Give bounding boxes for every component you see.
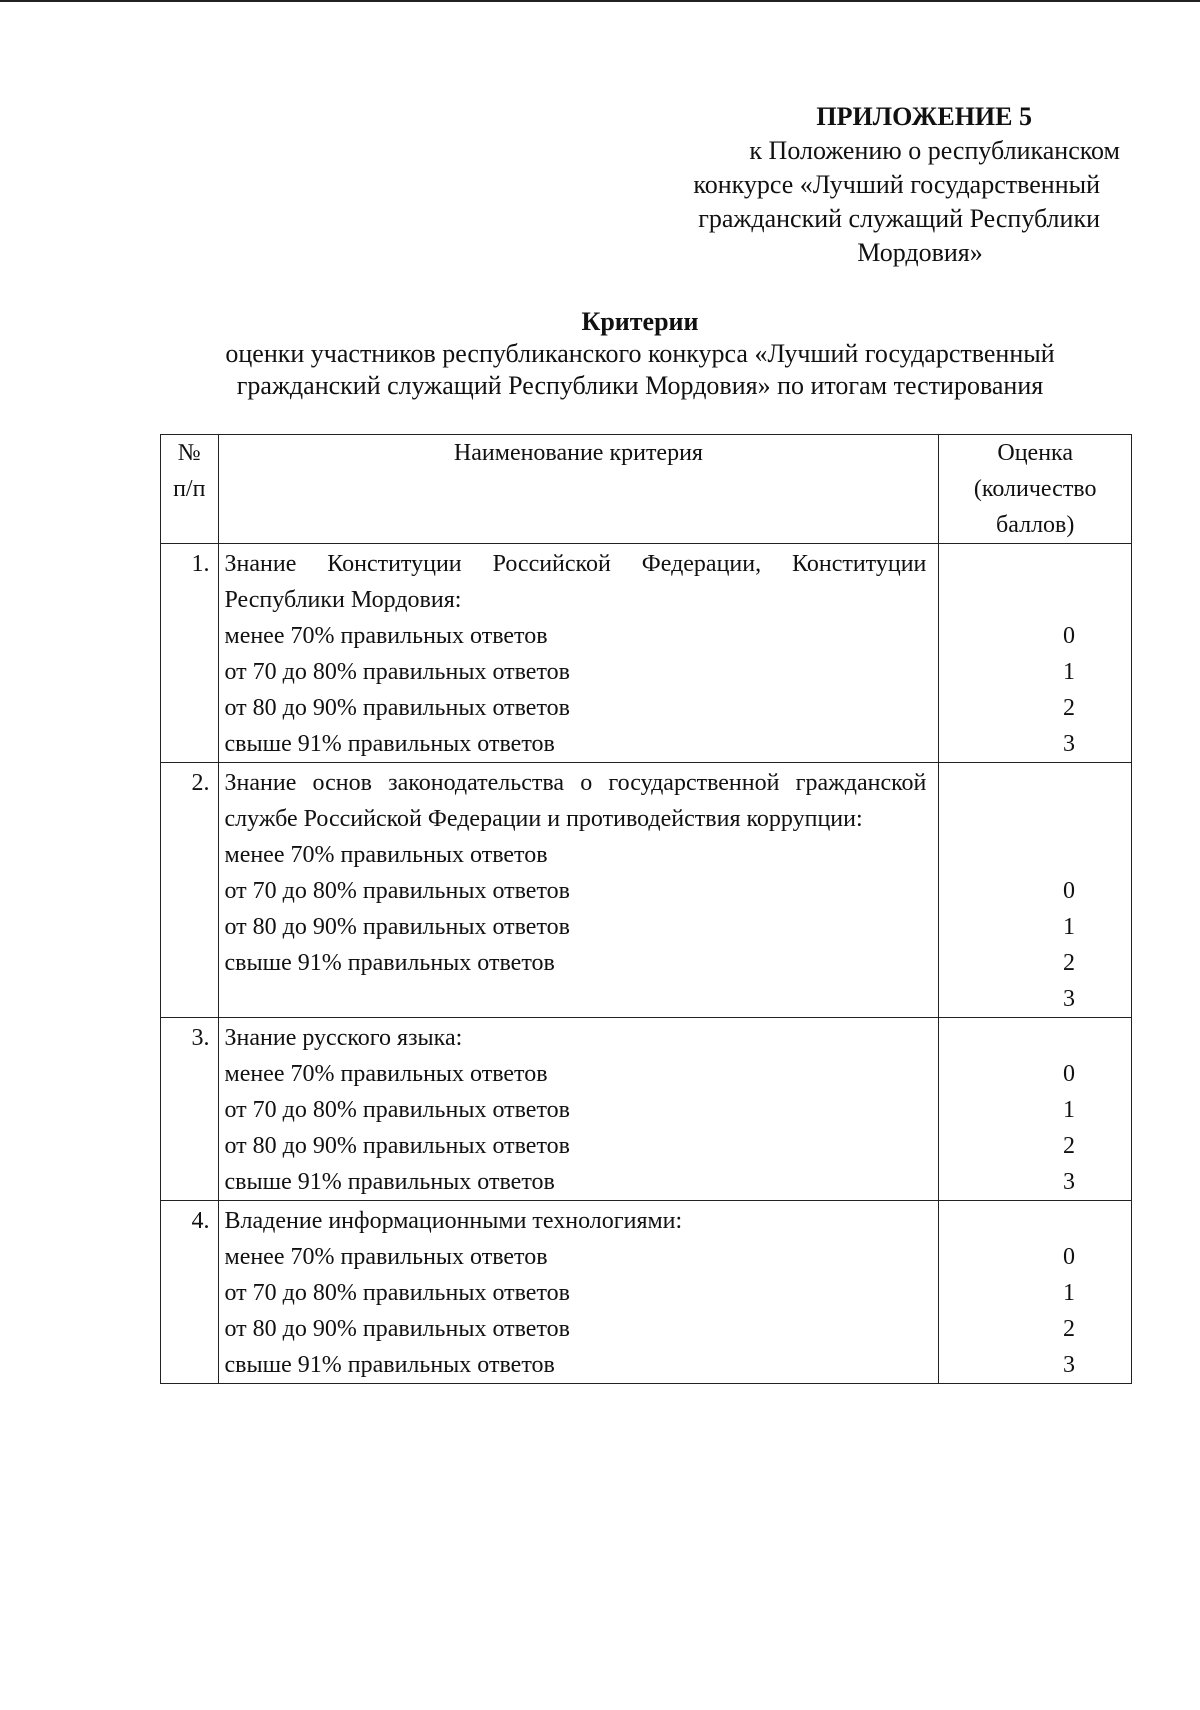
criterion-title: Знание Конституции Российской Федерации, Конституции Республики Мордовия: [224, 551, 927, 613]
criterion-item: свыше 91% правильных ответов [224, 1169, 555, 1195]
row-scores [939, 763, 1132, 1018]
table-row [161, 1201, 1132, 1384]
header-score-line: баллов) [996, 512, 1075, 538]
table-row [161, 1018, 1132, 1201]
criterion-item: менее 70% правильных ответов [224, 1061, 548, 1087]
criterion-item: от 80 до 90% правильных ответов [224, 695, 570, 721]
score-value: 1 [1063, 914, 1075, 940]
appendix-line: гражданский служащий Республики [698, 204, 1100, 233]
row-criterion [218, 1018, 939, 1201]
criterion-item: от 70 до 80% правильных ответов [224, 1097, 570, 1123]
score-value: 3 [1063, 986, 1075, 1012]
criterion-item: от 80 до 90% правильных ответов [224, 914, 570, 940]
criterion-item: менее 70% правильных ответов [224, 623, 548, 649]
scan-top-border [0, 0, 1200, 2]
appendix-heading: ПРИЛОЖЕНИЕ 5 [816, 102, 1032, 131]
score-value: 2 [1063, 950, 1075, 976]
row-number: 2. [161, 763, 219, 1018]
appendix-line: конкурсе «Лучший государственный [693, 170, 1100, 199]
header-score-line: (количество [973, 476, 1097, 502]
row-criterion [218, 544, 939, 763]
header-number-line: № [177, 440, 201, 466]
score-spacer [939, 1203, 1075, 1239]
appendix-line: Мордовия» [857, 238, 983, 267]
criterion-item: свыше 91% правильных ответов [224, 731, 555, 757]
table-row [161, 763, 1132, 1018]
score-value: 0 [1063, 1061, 1075, 1087]
header-name: Наименование критерия [218, 435, 939, 544]
table-row [161, 544, 1132, 763]
score-spacer [939, 546, 1075, 618]
appendix-line: к Положению о республиканском [749, 136, 1120, 165]
score-value: 3 [1063, 1169, 1075, 1195]
score-value: 1 [1063, 1097, 1075, 1123]
criterion-item: от 70 до 80% правильных ответов [224, 878, 570, 904]
title-line: гражданский служащий Республики Мордовия» по итогам тестирования [236, 371, 1044, 400]
criterion-item: от 70 до 80% правильных ответов [224, 659, 570, 685]
score-value: 2 [1063, 1316, 1075, 1342]
header-number-line: п/п [173, 476, 206, 502]
row-criterion [218, 1201, 939, 1384]
criterion-item: от 70 до 80% правильных ответов [224, 1280, 570, 1306]
appendix-block [600, 100, 1160, 270]
header-score [939, 435, 1132, 544]
score-value: 2 [1063, 695, 1075, 721]
document-title [100, 306, 1180, 402]
table-header-row [161, 435, 1132, 544]
score-value: 0 [1063, 1244, 1075, 1270]
score-value: 0 [1063, 623, 1075, 649]
criterion-item: от 80 до 90% правильных ответов [224, 1133, 570, 1159]
score-spacer [939, 1020, 1075, 1056]
score-value: 0 [1063, 878, 1075, 904]
header-number [161, 435, 219, 544]
criterion-title: Знание русского языка: [224, 1025, 463, 1051]
score-value: 1 [1063, 1280, 1075, 1306]
row-scores [939, 1201, 1132, 1384]
title-line: оценки участников республиканского конкурса «Лучший государственный [225, 339, 1055, 368]
score-value: 1 [1063, 659, 1075, 685]
row-criterion [218, 763, 939, 1018]
criterion-item: свыше 91% правильных ответов [224, 950, 555, 976]
row-scores [939, 544, 1132, 763]
row-number: 3. [161, 1018, 219, 1201]
score-value: 3 [1063, 731, 1075, 757]
title-heading: Критерии [581, 307, 699, 336]
score-value: 3 [1063, 1352, 1075, 1378]
row-scores [939, 1018, 1132, 1201]
criteria-table [160, 434, 1132, 1384]
header-score-line: Оценка [997, 440, 1073, 466]
score-value: 2 [1063, 1133, 1075, 1159]
row-number: 4. [161, 1201, 219, 1384]
row-number: 1. [161, 544, 219, 763]
criterion-item: свыше 91% правильных ответов [224, 1352, 555, 1378]
criterion-title: Владение информационными технологиями: [224, 1208, 683, 1234]
criterion-item: менее 70% правильных ответов [224, 842, 548, 868]
score-spacer [939, 765, 1075, 873]
criterion-item: от 80 до 90% правильных ответов [224, 1316, 570, 1342]
criterion-item: менее 70% правильных ответов [224, 1244, 548, 1270]
criterion-title: Знание основ законодательства о государственной гражданской службе Российской Федерации и противодействия коррупции: [224, 770, 927, 832]
